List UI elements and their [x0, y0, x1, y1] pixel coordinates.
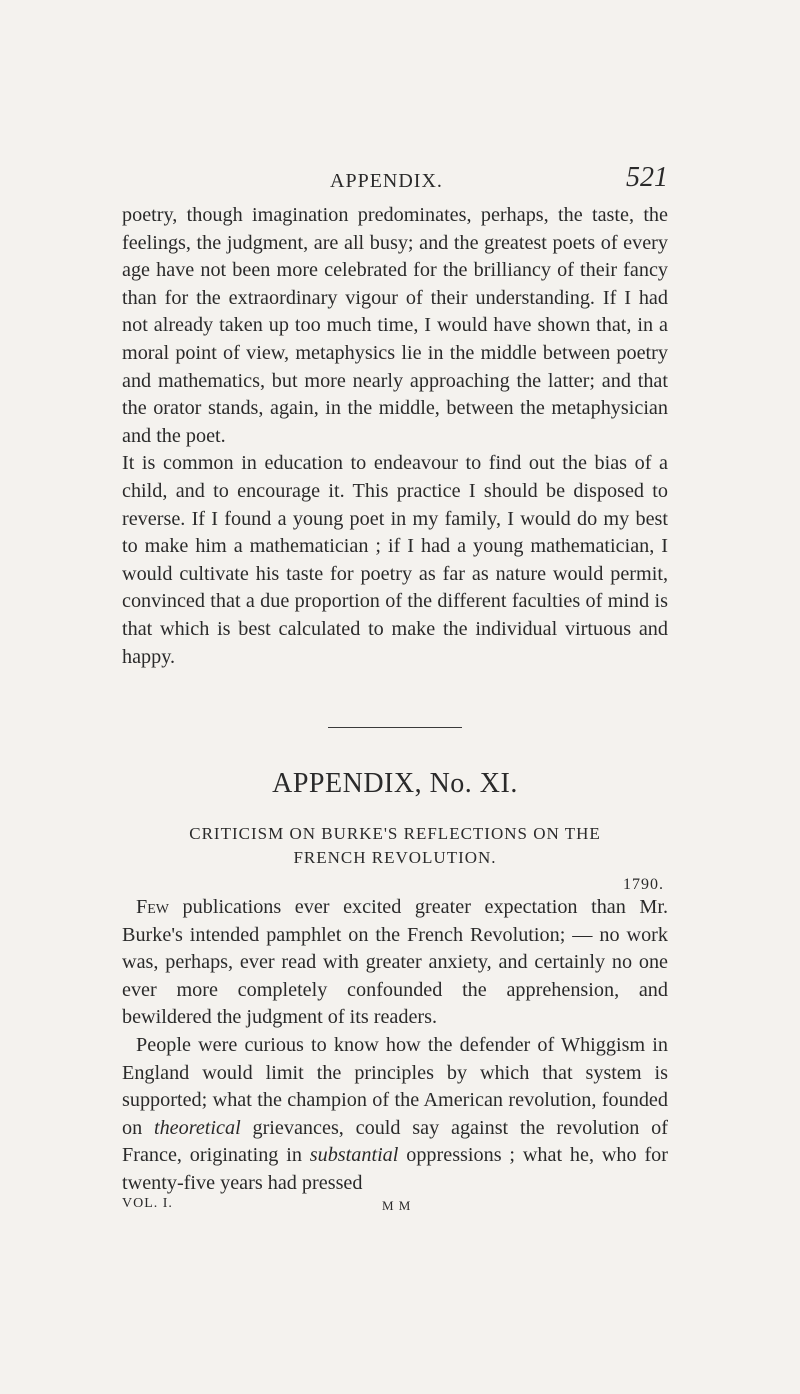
opening-word: Few: [136, 896, 169, 919]
paragraph-poetry: poetry, though imagination predominates, perhaps, the taste, the feelings, the judgment, are all busy; and the greatest poets of every age have not been more celebrated for the brilliancy of their fancy than for the extraordinary vigour of their understanding. If I had not already taken up too much time, I would have shown that, in a moral point of view, metaphysics lie in the middle between poetry and mathematics, but more nearly approaching the latter; and that the orator stands, again, in the middle, between the metaphysician and the poet.: [122, 204, 668, 447]
book-page: [122, 160, 668, 1218]
paragraph-publications: [122, 894, 668, 1032]
page-number: 521: [626, 162, 668, 193]
paragraph-education: It is common in education to endeavour to find out the bias of a child, and to encourage it. This practice I should be disposed to reverse. If I found a young poet in my family, I would do my best to make him a mathematician ; if I had a young mathematician, I would cultivate his taste for poetry as far as nature would permit, convinced that a due proportion of the different faculties of mind is that which is best calculated to make the individual virtuous and happy.: [122, 452, 668, 668]
paragraph-curious-part-2: grievances, could say against the revolution of France, originating in: [122, 1116, 668, 1167]
italic-theoretical: theoretical: [153, 1116, 241, 1139]
page-footer: [122, 1195, 668, 1218]
paragraph-publications-text: publications ever excited greater expectation than Mr. Burke's intended pamphlet on the French Revolution; — no work was, perhaps, ever read with greater anxiety, and certainly no one ever more completely confounded the apprehension, and bewildered the judgment of its readers.: [122, 896, 668, 1029]
section-year: 1790.: [623, 876, 664, 894]
paragraph-curious-part-3: oppressions ; what he, who for twenty-five years had pressed: [122, 1144, 668, 1195]
running-head-title: APPENDIX.: [330, 170, 443, 192]
section-body: [122, 894, 668, 1198]
section-subtitle: [122, 822, 668, 870]
italic-substantial: substantial: [309, 1144, 399, 1167]
subtitle-line-1: CRITICISM ON BURKE'S REFLECTIONS ON THE: [189, 824, 601, 844]
running-head: [122, 160, 668, 198]
paragraph-curious-part-1: People were curious to know how the defender of Whiggism in England would limit the principles by which that system is supported; what the champion of the American revolution, founded on: [122, 1034, 668, 1139]
section-divider: [328, 727, 462, 728]
section-title: APPENDIX, No. XI.: [272, 768, 518, 800]
signature-mark: M M: [382, 1197, 412, 1213]
subtitle-line-2: FRENCH REVOLUTION.: [293, 848, 497, 868]
body-text: [122, 202, 668, 671]
paragraph-curious: [122, 1032, 668, 1198]
volume-label: VOL. I.: [122, 1195, 173, 1211]
